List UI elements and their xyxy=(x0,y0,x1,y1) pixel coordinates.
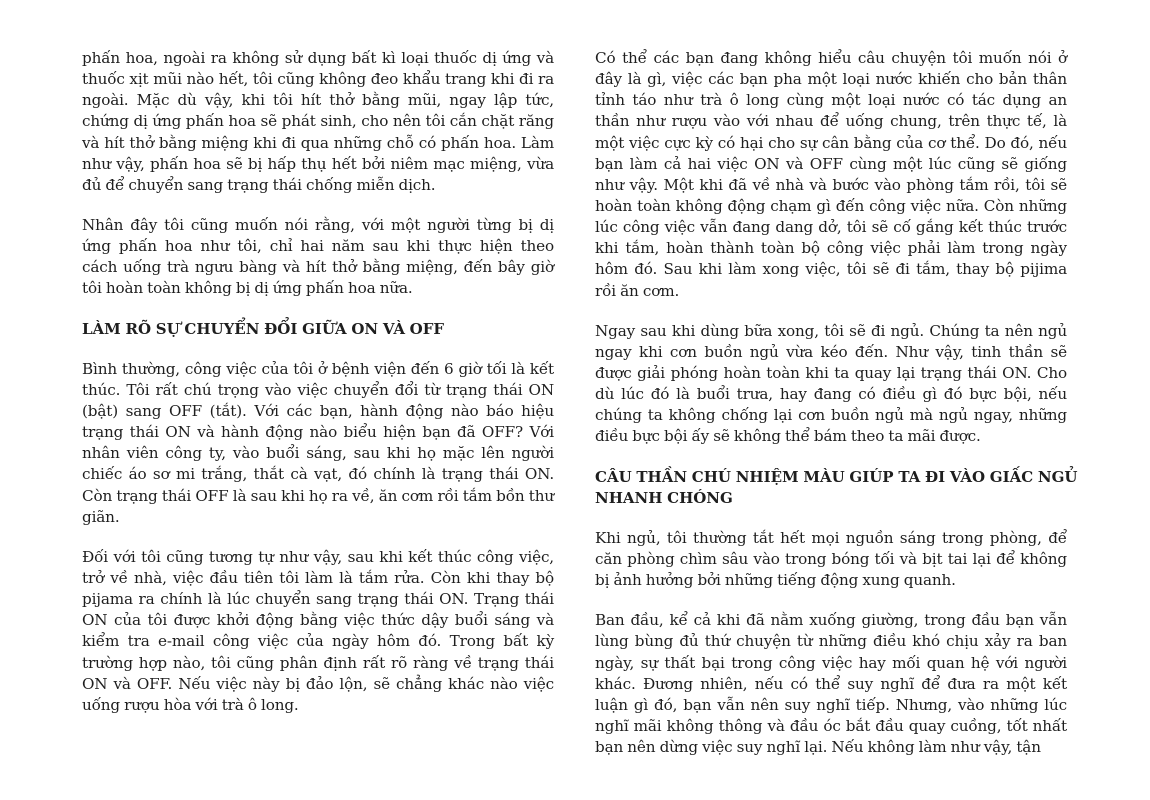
text-line: trường hợp nào, tôi cũng phân định rất rõ ràng về trạng thái xyxy=(82,653,554,672)
text-line: Đối với tôi cũng tương tự như vậy, sau khi kết thúc công việc, xyxy=(82,547,554,566)
text-line: Ban đầu, kể cả khi đã nằm xuống giường, trong đầu bạn vẫn xyxy=(595,611,1067,630)
text-line: chúng ta không chống lại cơn buồn ngủ mà ngủ ngay, những xyxy=(595,406,1067,425)
text-line: như vậy. Một khi đã về nhà và bước vào phòng tắm rồi, tôi sẽ xyxy=(595,175,1067,194)
text-line: thuốc xịt mũi nào hết, tôi cũng không đeo khẩu trang khi đi ra xyxy=(82,70,554,89)
paragraph xyxy=(595,528,1067,591)
text-line: chứng dị ứng phấn hoa sẽ phát sinh, cho nên tôi cắn chặt răng xyxy=(82,112,554,131)
text-line: khi tắm, hoàn thành toàn bộ công việc phải làm trong ngày xyxy=(595,239,1067,258)
text-line: chiếc áo sơ mi trắng, thắt cà vạt, đó chính là trạng thái ON. xyxy=(82,465,554,484)
text-line: thúc. Tôi rất chú trọng vào việc chuyển đổi từ trạng thái ON xyxy=(82,380,554,399)
text-line: thần như rượu vào với nhau để uống chung, trên thực tế, là xyxy=(595,112,1067,131)
paragraph xyxy=(82,359,554,528)
text-line: ứng phấn hoa như tôi, chỉ hai năm sau khi thực hiện theo xyxy=(82,237,554,256)
text-line: đây là gì, việc các bạn pha một loại nước khiến cho bản thân xyxy=(595,70,1067,89)
text-line: trạng thái ON và hành động nào biểu hiện bạn đã OFF? Với xyxy=(82,423,554,442)
text-line: luận gì đó, bạn vẫn nên suy nghĩ tiếp. Nhưng, vào những lúc xyxy=(595,695,1067,714)
text-line: ngày, sự thất bại trong công việc hay mối quan hệ với người xyxy=(595,653,1067,672)
text-line: cách uống trà ngưu bàng và hít thở bằng miệng, đến bây giờ xyxy=(82,258,554,277)
text-line: kiểm tra e-mail công việc của ngày hôm đó. Trong bất kỳ xyxy=(82,632,554,651)
text-line: Khi ngủ, tôi thường tắt hết mọi nguồn sáng trong phòng, để xyxy=(595,528,1067,547)
paragraph xyxy=(82,547,554,716)
text-line: tôi hoàn toàn không bị dị ứng phấn hoa nữa. xyxy=(82,279,413,298)
text-line: trở về nhà, việc đầu tiên tôi làm là tắm rửa. Còn khi thay bộ xyxy=(82,568,554,587)
text-line: điều bực bội ấy sẽ không thể bám theo ta mãi được. xyxy=(595,427,981,446)
heading-line: CÂU THẦN CHÚ NHIỆM MÀU GIÚP TA ĐI VÀO GIẤC NGỦ xyxy=(595,467,1078,486)
left-column xyxy=(82,48,554,735)
paragraph xyxy=(595,610,1067,758)
text-line: phấn hoa, ngoài ra không sử dụng bất kì loại thuốc dị ứng và xyxy=(82,49,554,67)
text-line: giãn. xyxy=(82,507,120,526)
section-heading xyxy=(595,467,1078,509)
text-line: ON và OFF. Nếu việc này bị đảo lộn, sẽ chẳng khác nào việc xyxy=(82,674,554,693)
text-line: nghĩ mãi không thông và đầu óc bắt đầu quay cuồng, tốt nhất xyxy=(595,716,1067,735)
text-line: pijama ra chính là lúc chuyển sang trạng thái ON. Trạng thái xyxy=(82,590,554,609)
text-line: ngay khi cơn buồn ngủ vừa kéo đến. Như vậy, tinh thần sẽ xyxy=(595,342,1067,361)
text-line: đủ để chuyển sang trạng thái chống miễn dịch. xyxy=(82,175,436,194)
text-line: Ngay sau khi dùng bữa xong, tôi sẽ đi ngủ. Chúng ta nên ngủ xyxy=(595,321,1067,340)
right-column xyxy=(595,48,1078,777)
text-line: một việc cực kỳ có hại cho sự cân bằng của cơ thể. Do đó, nếu xyxy=(595,133,1067,152)
text-line: được giải phóng hoàn toàn khi ta quay lại trạng thái ON. Cho xyxy=(595,363,1067,382)
text-line: hoàn toàn không động chạm gì đến công việc nữa. Còn những xyxy=(595,196,1067,215)
text-line: ON của tôi được khởi động bằng việc thức dậy buổi sáng và xyxy=(82,611,554,630)
text-line: và hít thở bằng miệng khi đi qua những chỗ có phấn hoa. Làm xyxy=(82,133,554,152)
text-line: Nhân đây tôi cũng muốn nói rằng, với một người từng bị dị xyxy=(82,215,554,234)
paragraph xyxy=(595,48,1067,302)
text-line: Có thể các bạn đang không hiểu câu chuyện tôi muốn nói ở xyxy=(595,49,1067,67)
heading-line: LÀM RÕ SỰ CHUYỂN ĐỔI GIỮA ON VÀ OFF xyxy=(82,319,445,338)
text-line: lùng bùng đủ thứ chuyện từ những điều khó chịu xảy ra ban xyxy=(595,632,1067,651)
paragraph xyxy=(82,215,554,300)
text-line: nhân viên công ty, vào buổi sáng, sau khi họ mặc lên người xyxy=(82,444,554,463)
text-line: rồi ăn cơm. xyxy=(595,281,680,300)
text-line: như vậy, phấn hoa sẽ bị hấp thụ hết bởi niêm mạc miệng, vừa xyxy=(82,154,554,173)
text-line: lúc công việc vẫn đang dang dở, tôi sẽ cố gắng kết thúc trước xyxy=(595,218,1067,237)
text-line: bạn nên dừng việc suy nghĩ lại. Nếu không làm như vậy, tận xyxy=(595,738,1041,757)
text-line: ngoài. Mặc dù vậy, khi tôi hít thở bằng mũi, ngay lập tức, xyxy=(82,91,554,110)
text-line: căn phòng chìm sâu vào trong bóng tối và bịt tai lại để không xyxy=(595,549,1067,568)
text-line: bị ảnh hưởng bởi những tiếng động xung quanh. xyxy=(595,571,956,590)
paragraph xyxy=(595,321,1067,448)
heading-line: NHANH CHÓNG xyxy=(595,488,733,507)
text-line: (bật) sang OFF (tắt). Với các bạn, hành động nào báo hiệu xyxy=(82,401,554,420)
paragraph xyxy=(82,48,554,196)
text-line: uống rượu hòa với trà ô long. xyxy=(82,695,299,714)
text-line: Còn trạng thái OFF là sau khi họ ra về, ăn cơm rồi tắm bồn thư xyxy=(82,486,554,505)
section-heading xyxy=(82,319,554,340)
text-line: khác. Đương nhiên, nếu có thể suy nghĩ để đưa ra một kết xyxy=(595,674,1067,693)
text-line: tỉnh táo như trà ô long cùng một loại nước có tác dụng an xyxy=(595,91,1067,110)
text-line: hôm đó. Sau khi làm xong việc, tôi sẽ đi tắm, thay bộ pijima xyxy=(595,260,1067,279)
text-line: dù lúc đó là buổi trưa, hay đang có điều gì đó bực bội, nếu xyxy=(595,385,1067,404)
text-line: bạn làm cả hai việc ON và OFF cùng một lúc cũng sẽ giống xyxy=(595,154,1067,173)
text-line: Bình thường, công việc của tôi ở bệnh viện đến 6 giờ tối là kết xyxy=(82,359,554,378)
